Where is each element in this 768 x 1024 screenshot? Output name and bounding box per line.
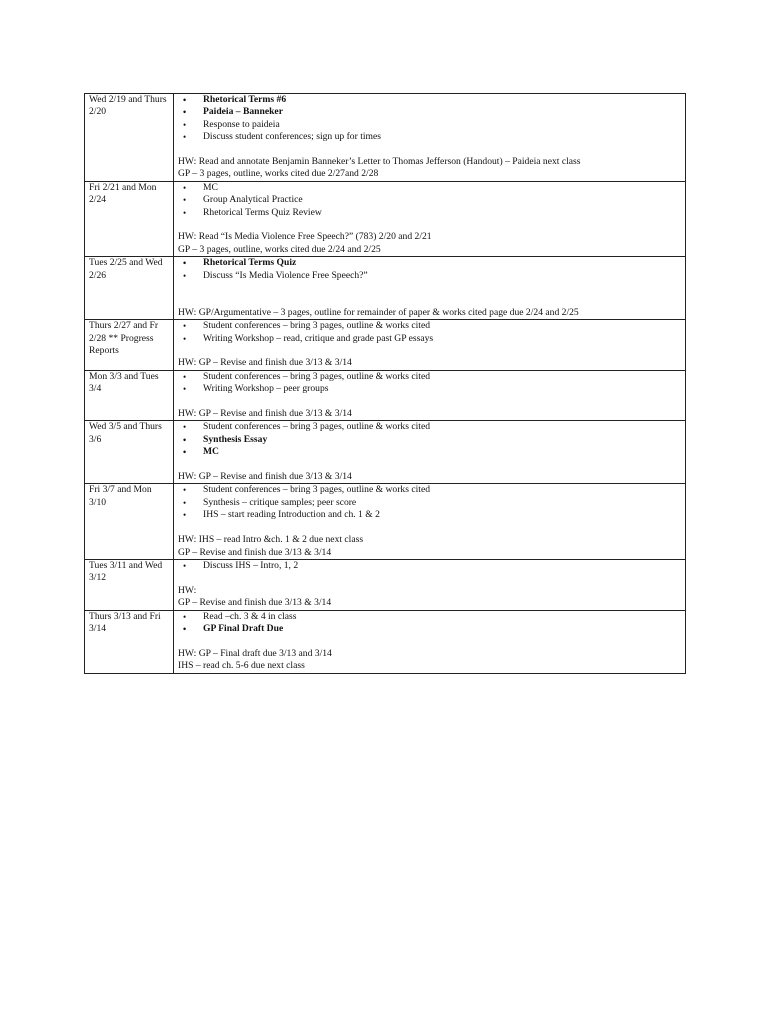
activity-item: • Student conferences – bring 3 pages, outline & works cited bbox=[178, 421, 681, 433]
spacer bbox=[178, 572, 681, 584]
spacer bbox=[178, 219, 681, 231]
activity-item: • MC bbox=[178, 446, 681, 458]
homework-line: GP – Revise and finish due 3/13 & 3/14 bbox=[178, 546, 332, 558]
spacer bbox=[178, 144, 681, 156]
activity-cell bbox=[174, 484, 686, 559]
activity-cell bbox=[174, 559, 686, 610]
date-cell: Tues 3/11 and Wed 3/12 bbox=[85, 559, 174, 610]
homework-line: HW: Read “Is Media Violence Free Speech?” (783) 2/20 and 2/21 bbox=[178, 231, 432, 243]
spacer bbox=[178, 282, 681, 294]
activity-list bbox=[178, 182, 681, 219]
spacer bbox=[178, 396, 681, 408]
homework-line: IHS – read ch. 5-6 due next class bbox=[178, 660, 305, 672]
date-cell: Fri 3/7 and Mon 3/10 bbox=[85, 484, 174, 559]
date-cell: Fri 2/21 and Mon 2/24 bbox=[85, 181, 174, 256]
schedule-row bbox=[85, 94, 686, 182]
activity-item: • Writing Workshop – read, critique and grade past GP essays bbox=[178, 333, 681, 345]
date-cell: Mon 3/3 and Tues 3/4 bbox=[85, 370, 174, 421]
homework-line: HW: IHS – read Intro &ch. 1 & 2 due next class bbox=[178, 534, 364, 546]
activity-list bbox=[178, 320, 681, 345]
activity-cell bbox=[174, 94, 686, 182]
spacer bbox=[178, 459, 681, 471]
spacer bbox=[178, 294, 681, 306]
activity-item: • IHS – start reading Introduction and ch. 1 & 2 bbox=[178, 509, 681, 521]
spacer bbox=[178, 635, 681, 647]
schedule-row bbox=[85, 370, 686, 421]
activity-item: • Writing Workshop – peer groups bbox=[178, 383, 681, 395]
activity-item: • Discuss IHS – Intro, 1, 2 bbox=[178, 560, 681, 572]
activity-item: • GP Final Draft Due bbox=[178, 623, 681, 635]
schedule-row bbox=[85, 559, 686, 610]
activity-item: • Group Analytical Practice bbox=[178, 194, 681, 206]
activity-list bbox=[178, 94, 681, 144]
activity-cell bbox=[174, 257, 686, 320]
schedule-row bbox=[85, 610, 686, 673]
homework-line: HW: GP/Argumentative – 3 pages, outline for remainder of paper & works cited page due 2/24 and 2/25 bbox=[178, 306, 579, 318]
activity-item: • Rhetorical Terms #6 bbox=[178, 94, 681, 106]
activity-item: • Rhetorical Terms Quiz bbox=[178, 257, 681, 269]
schedule-table bbox=[84, 93, 686, 674]
activity-item: • MC bbox=[178, 182, 681, 194]
date-cell: Thurs 2/27 and Fr 2/28 ** Progress Reports bbox=[85, 320, 174, 371]
homework-line: GP – 3 pages, outline, works cited due 2/24 and 2/25 bbox=[178, 243, 381, 255]
activity-item: • Paideia – Banneker bbox=[178, 106, 681, 118]
schedule-row bbox=[85, 257, 686, 320]
activity-list bbox=[178, 560, 681, 572]
activity-item: • Student conferences – bring 3 pages, outline & works cited bbox=[178, 320, 681, 332]
activity-item: • Read –ch. 3 & 4 in class bbox=[178, 611, 681, 623]
schedule-row bbox=[85, 181, 686, 256]
homework-line: HW: GP – Final draft due 3/13 and 3/14 bbox=[178, 647, 332, 659]
activity-cell bbox=[174, 370, 686, 421]
activity-item: • Discuss “Is Media Violence Free Speech?” bbox=[178, 270, 681, 282]
schedule-row bbox=[85, 421, 686, 484]
homework-line: HW: bbox=[178, 584, 197, 596]
activity-list bbox=[178, 371, 681, 396]
activity-list bbox=[178, 421, 681, 458]
homework-line: HW: GP – Revise and finish due 3/13 & 3/14 bbox=[178, 408, 352, 420]
date-cell: Thurs 3/13 and Fri 3/14 bbox=[85, 610, 174, 673]
activity-item: • Synthesis Essay bbox=[178, 434, 681, 446]
activity-item: • Synthesis – critique samples; peer score bbox=[178, 497, 681, 509]
homework-line: GP – 3 pages, outline, works cited due 2/27and 2/28 bbox=[178, 168, 379, 180]
activity-list bbox=[178, 611, 681, 636]
activity-item: • Rhetorical Terms Quiz Review bbox=[178, 207, 681, 219]
schedule-body bbox=[85, 94, 686, 674]
activity-cell bbox=[174, 181, 686, 256]
schedule-row bbox=[85, 320, 686, 371]
homework-line: HW: GP – Revise and finish due 3/13 & 3/14 bbox=[178, 471, 352, 483]
activity-list bbox=[178, 484, 681, 521]
activity-item: • Student conferences – bring 3 pages, outline & works cited bbox=[178, 484, 681, 496]
spacer bbox=[178, 345, 681, 357]
activity-item: • Discuss student conferences; sign up for times bbox=[178, 131, 681, 143]
date-cell: Wed 2/19 and Thurs 2/20 bbox=[85, 94, 174, 182]
homework-line: HW: GP – Revise and finish due 3/13 & 3/14 bbox=[178, 357, 352, 369]
homework-line: GP – Revise and finish due 3/13 & 3/14 bbox=[178, 597, 332, 609]
activity-cell bbox=[174, 421, 686, 484]
homework-line: HW: Read and annotate Benjamin Banneker’s Letter to Thomas Jefferson (Handout) – Paideia next class bbox=[178, 156, 581, 168]
activity-item: • Student conferences – bring 3 pages, outline & works cited bbox=[178, 371, 681, 383]
schedule-row bbox=[85, 484, 686, 559]
activity-cell bbox=[174, 610, 686, 673]
activity-item: • Response to paideia bbox=[178, 119, 681, 131]
activity-list bbox=[178, 257, 681, 282]
date-cell: Wed 3/5 and Thurs 3/6 bbox=[85, 421, 174, 484]
activity-cell bbox=[174, 320, 686, 371]
spacer bbox=[178, 522, 681, 534]
date-cell: Tues 2/25 and Wed 2/26 bbox=[85, 257, 174, 320]
